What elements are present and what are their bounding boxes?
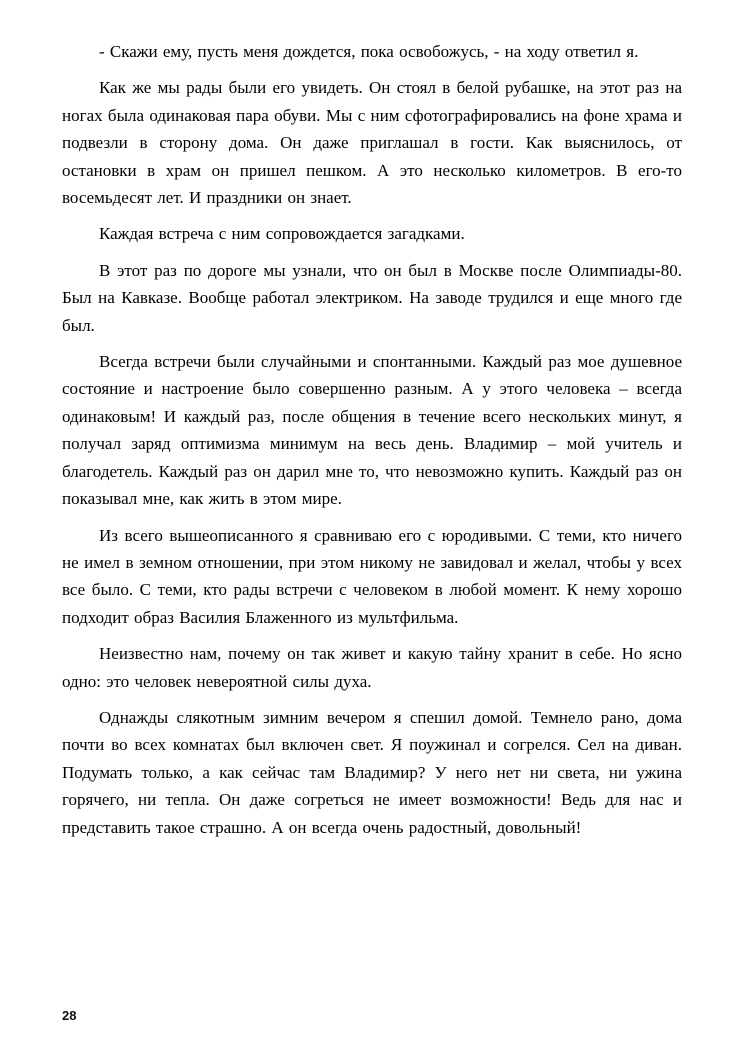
page-number: 28 bbox=[62, 1008, 77, 1023]
paragraph-strength-of-spirit: Неизвестно нам, почему он так живет и какую тайну хранит в себе. Но ясно одно: это человек невероятной силы духа. bbox=[62, 644, 682, 691]
paragraph-riddles: Каждая встреча с ним сопровождается загадками. bbox=[99, 224, 465, 244]
paragraph-optimism: Всегда встречи были случайными и спонтанными. Каждый раз мое душевное состояние и настроение было совершенно разным. А у этого человека – всегда одинаковым! И каждый раз, после общения в течение всего нескольких минут, я получал заряд оптимизма минимум на весь день. Владимир – мой учитель и благодетель. Каждый раз он дарил мне то, что невозможно купить. Каждый раз он показывал мне, как жить в этом мире. bbox=[62, 352, 682, 509]
paragraph-moscow-olympics: В этот раз по дороге мы узнали, что он был в Москве после Олимпиады-80. Был на Кавказе. Вообще работал электриком. На заводе трудился и еще много где был. bbox=[62, 260, 682, 335]
paragraph-winter-evening: Однажды слякотным зимним вечером я спешил домой. Темнело рано, дома почти во всех комнатах был включен свет. Я поужинал и согрелся. Сел на диван. Подумать только, а как сейчас там Владимир? У него нет ни света, ни ужина горячего, ни тепла. Он даже согреться не имеет возможности! Ведь для нас и представить такое страшно. А он всегда очень радостный, довольный! bbox=[62, 707, 682, 837]
paragraph-meeting-photo: Как же мы рады были его увидеть. Он стоял в белой рубашке, на этот раз на ногах была одинаковая пара обуви. Мы с ним сфотографировались на фоне храма и подвезли в сторону дома. Он даже приглашал в гости. Как выяснилось, от остановки в храм он пришел пешком. А это несколько километров. В его-то восемьдесят лет. И праздники он знает. bbox=[62, 78, 682, 208]
paragraph-dialogue-reply: - Скажи ему, пусть меня дождется, пока освобожусь, - на ходу ответил я. bbox=[99, 42, 639, 61]
page-content bbox=[62, 38, 682, 850]
paragraph-holy-fool-comparison: Из всего вышеописанного я сравниваю его с юродивыми. С теми, кто ничего не имел в земном отношении, при этом никому не завидовал и желал, чтобы у всех все было. С теми, кто рады встречи с человеком в любой момент. К нему хорошо подходит образ Василия Блаженного из мультфильма. bbox=[62, 525, 682, 627]
